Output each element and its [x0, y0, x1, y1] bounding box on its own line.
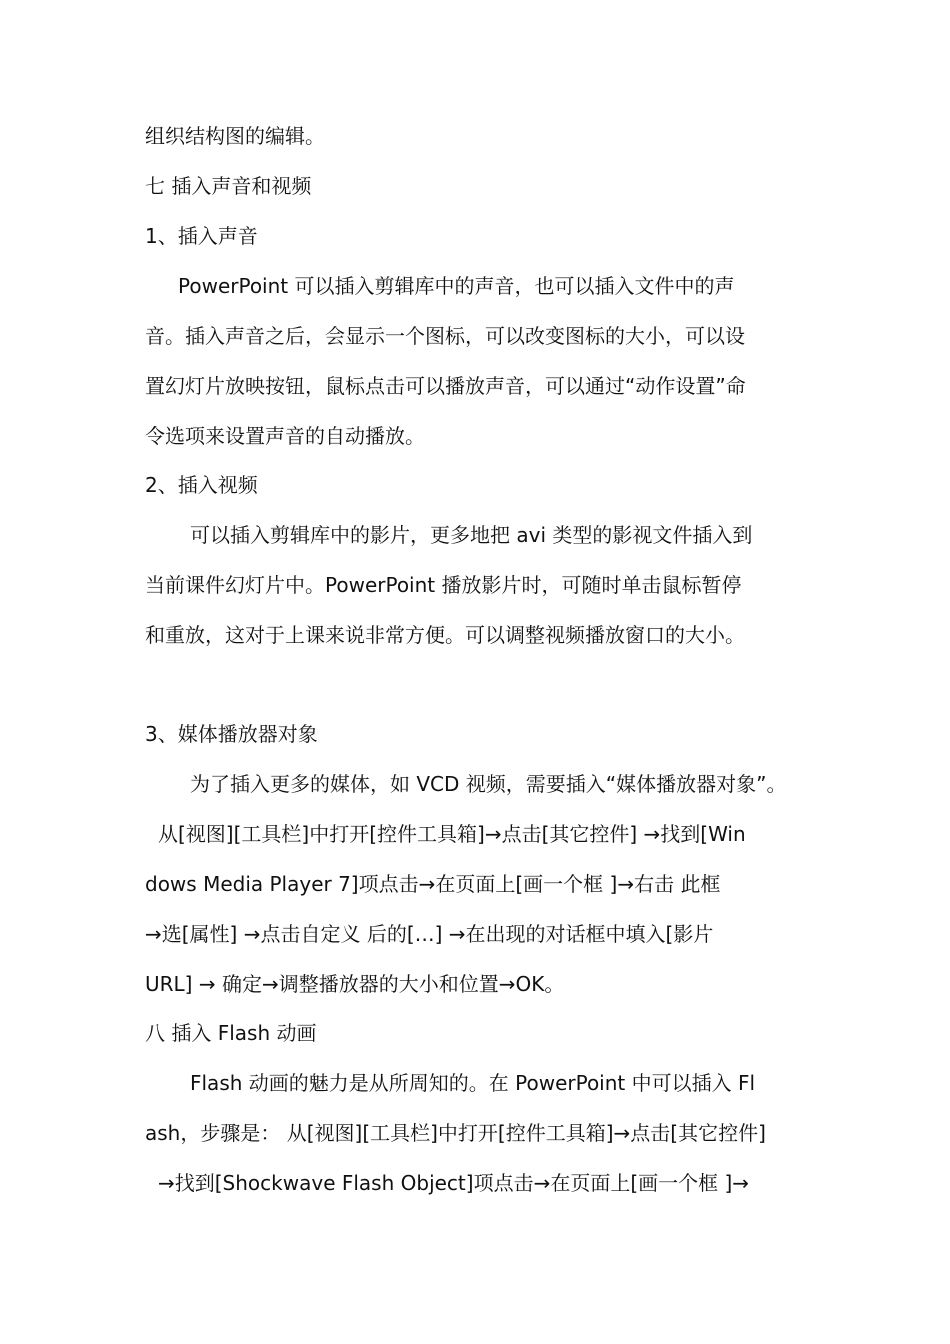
text-line: dows Media Player 7]项点击→在页面上[画一个框 ]→右击 此框	[145, 872, 721, 896]
text-line: 置幻灯片放映按钮，鼠标点击可以播放声音，可以通过“动作设置”命	[145, 374, 746, 398]
section-heading-eight: 八 插入 Flash 动画	[145, 1021, 317, 1045]
text-line: 当前课件幻灯片中。PowerPoint 播放影片时，可随时单击鼠标暂停	[145, 573, 742, 597]
text-line: 组织结构图的编辑。	[145, 124, 325, 148]
text-line: 为了插入更多的媒体，如 VCD 视频，需要插入“媒体播放器对象”。	[190, 772, 787, 796]
subheading-insert-sound: 1、插入声音	[145, 224, 258, 248]
section-heading-seven: 七 插入声音和视频	[145, 174, 312, 198]
text-line: Flash 动画的魅力是从所周知的。在 PowerPoint 中可以插入 Fl	[190, 1071, 756, 1095]
text-line: 和重放，这对于上课来说非常方便。可以调整视频播放窗口的大小。	[145, 623, 745, 647]
subheading-insert-video: 2、插入视频	[145, 473, 258, 497]
text-line: →选[属性] →点击自定义 后的[…] →在出现的对话框中填入[影片	[145, 922, 714, 946]
text-line: 从[视图][工具栏]中打开[控件工具箱]→点击[其它控件] →找到[Win	[158, 822, 746, 846]
text-line: 可以插入剪辑库中的影片，更多地把 avi 类型的影视文件插入到	[190, 523, 753, 547]
text-line: →找到[Shockwave Flash Object]项点击→在页面上[画一个框 ]→	[158, 1171, 750, 1195]
text-line: PowerPoint 可以插入剪辑库中的声音，也可以插入文件中的声	[178, 274, 735, 298]
text-line: URL] → 确定→调整播放器的大小和位置→OK。	[145, 972, 565, 996]
subheading-media-player: 3、媒体播放器对象	[145, 722, 318, 746]
text-line: 音。插入声音之后，会显示一个图标，可以改变图标的大小，可以设	[145, 324, 745, 348]
text-line: ash，步骤是： 从[视图][工具栏]中打开[控件工具箱]→点击[其它控件]	[145, 1121, 766, 1145]
text-line: 令选项来设置声音的自动播放。	[145, 424, 425, 448]
